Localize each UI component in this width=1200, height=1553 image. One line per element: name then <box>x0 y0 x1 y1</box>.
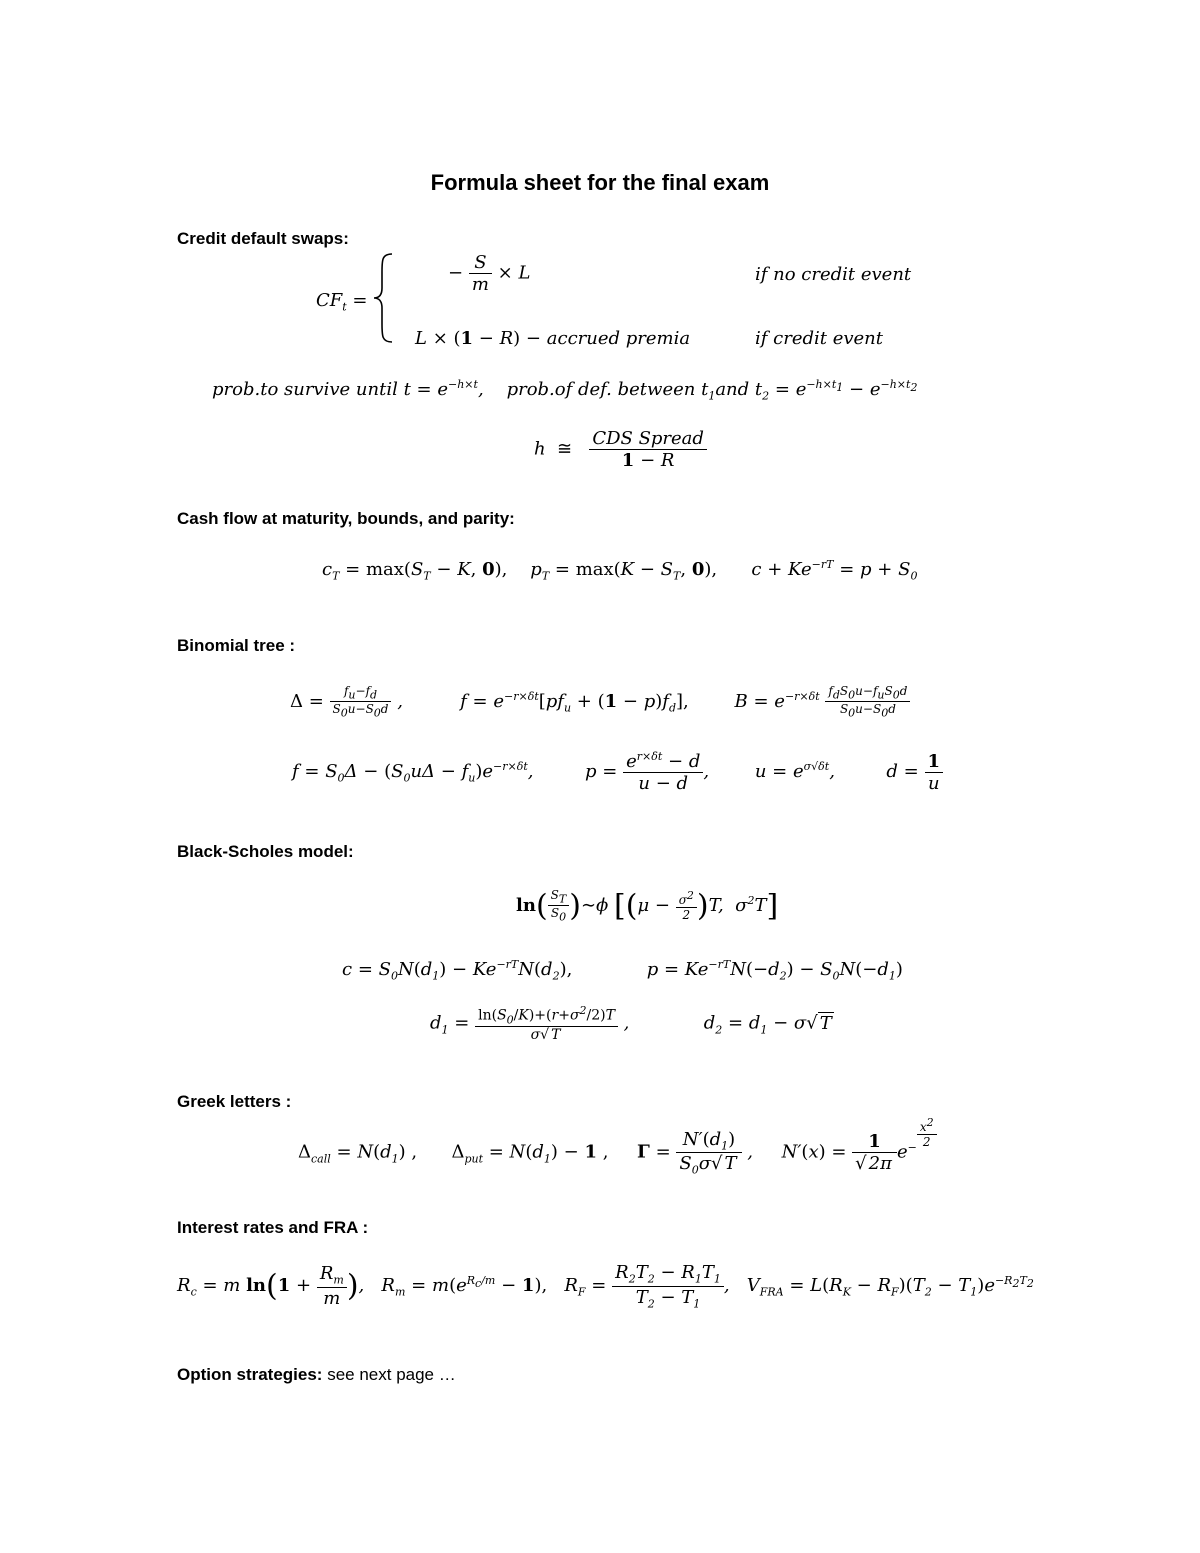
formula-interest-rates-fra: $R_c = m$ ln(1 + $\frac{R_m}{m}$ ), $R_m = m(e^{R_c/m} - 1)$, $R_F$ = $\frac{R_2T_2 - R_1T_1}{T_2 - T_1}$ , $V_{FRA} = L(R_K - R_F)(T_2 - T_1)e^{-R_2T_2}$ <box>177 1262 1034 1311</box>
case-credit-event: if credit event <box>755 328 884 349</box>
heading-option-strategies <box>177 1365 456 1385</box>
heading-interest-rates-fra: Interest rates and FRA : <box>177 1218 369 1237</box>
formula-survival-default-prob: prob.to survive until $t = e^{-h\times t}$, prob.of def. between $t_1and$ $t_2 = e^{-h\times t_1} - e^{-h\times t_2}$ <box>212 378 918 403</box>
formula-cds-case2: L × (1 − R) − accrued premia <box>415 328 691 349</box>
survive-text: prob.to survive until <box>212 379 398 400</box>
option-strategies-note: see next page … <box>327 1365 456 1384</box>
option-strategies-label: Option strategies: <box>177 1365 323 1384</box>
heading-credit-default-swaps: Credit default swaps: <box>177 229 349 248</box>
heading-greek-letters: Greek letters : <box>177 1092 292 1111</box>
formula-bs-d1-d2: $d_1$ = $\frac{\ln(S_0/K)+(r+\sigma^2/2)T}{\sigma√ T}$ , $d_2 = d_1 - \sigma√$ T <box>430 1004 832 1044</box>
formula-cds-case1: − $\frac{S}{m}$ × L <box>448 252 531 295</box>
and-text: and <box>715 379 750 400</box>
formula-cf-lhs: $CF_t$ = <box>316 290 368 314</box>
case-no-credit-event: if no credit event <box>755 264 912 285</box>
formula-binomial-f-p-u-d: $f = S_0\Delta - (S_0u\Delta - f_u)e^{-r\times\delta t}$, p = $\frac{e^{r\times\delta t} - d}{u - d}$ , $u = e^{\sigma√\delta t}$, d = $\frac{1}{u}$ <box>292 750 943 794</box>
cds-spread-text: CDS Spread <box>589 428 707 450</box>
accrued-premia-text: accrued premia <box>546 328 691 349</box>
formula-lognormal: ln( $\frac{S_T}{S_0}$ )∼ϕ [(μ − $\frac{\sigma^2}{2}$ )T, $\sigma^2T$] <box>516 888 779 924</box>
left-brace-icon <box>372 252 394 344</box>
formula-payoff-parity: $c_T = \max(S_T - K$, 0), $p_T = \max(K - S_T$, 0), $c + Ke^{-rT} = p + S_0$ <box>322 558 918 583</box>
formula-greeks: $\Delta_{call} = N(d_1)$ , $\Delta_{put} = N(d_1) - 1$ , Γ = $\frac{N'(d_1)}{S_0\sigma√ T}$ , N′(x) = $\frac{1}{√ 2\pi}$ $e^{- \frac{x^2}{2}}$ <box>298 1116 937 1177</box>
formula-bs-call-put: $c = S_0N(d_1) - Ke^{-rT}N(d_2)$, $p = Ke^{-rT}N(-d_2) - S_0N(-d_1)$ <box>342 958 903 983</box>
formula-binomial-delta-f-b: Δ = $\frac{f_u-f_d}{S_0u-S_0d}$ , $f = e^{-r\times\delta t}[pf_u + (1 - p)f_d]$, $B = e^{-r\times\delta t}$ $\frac{f_dS_0u-f_uS_0d}{S_0u-S_0d}$ <box>290 684 910 720</box>
formula-hazard-rate: h ≅ $\frac{\text{CDS Spread}}{1 - R}$ <box>534 428 707 471</box>
page-title: Formula sheet for the final exam <box>430 170 770 195</box>
heading-cash-flow: Cash flow at maturity, bounds, and parity: <box>177 509 515 528</box>
heading-black-scholes: Black-Scholes model: <box>177 842 354 861</box>
heading-binomial-tree: Binomial tree : <box>177 636 296 655</box>
default-between-text: prob.of def. between <box>506 379 696 400</box>
